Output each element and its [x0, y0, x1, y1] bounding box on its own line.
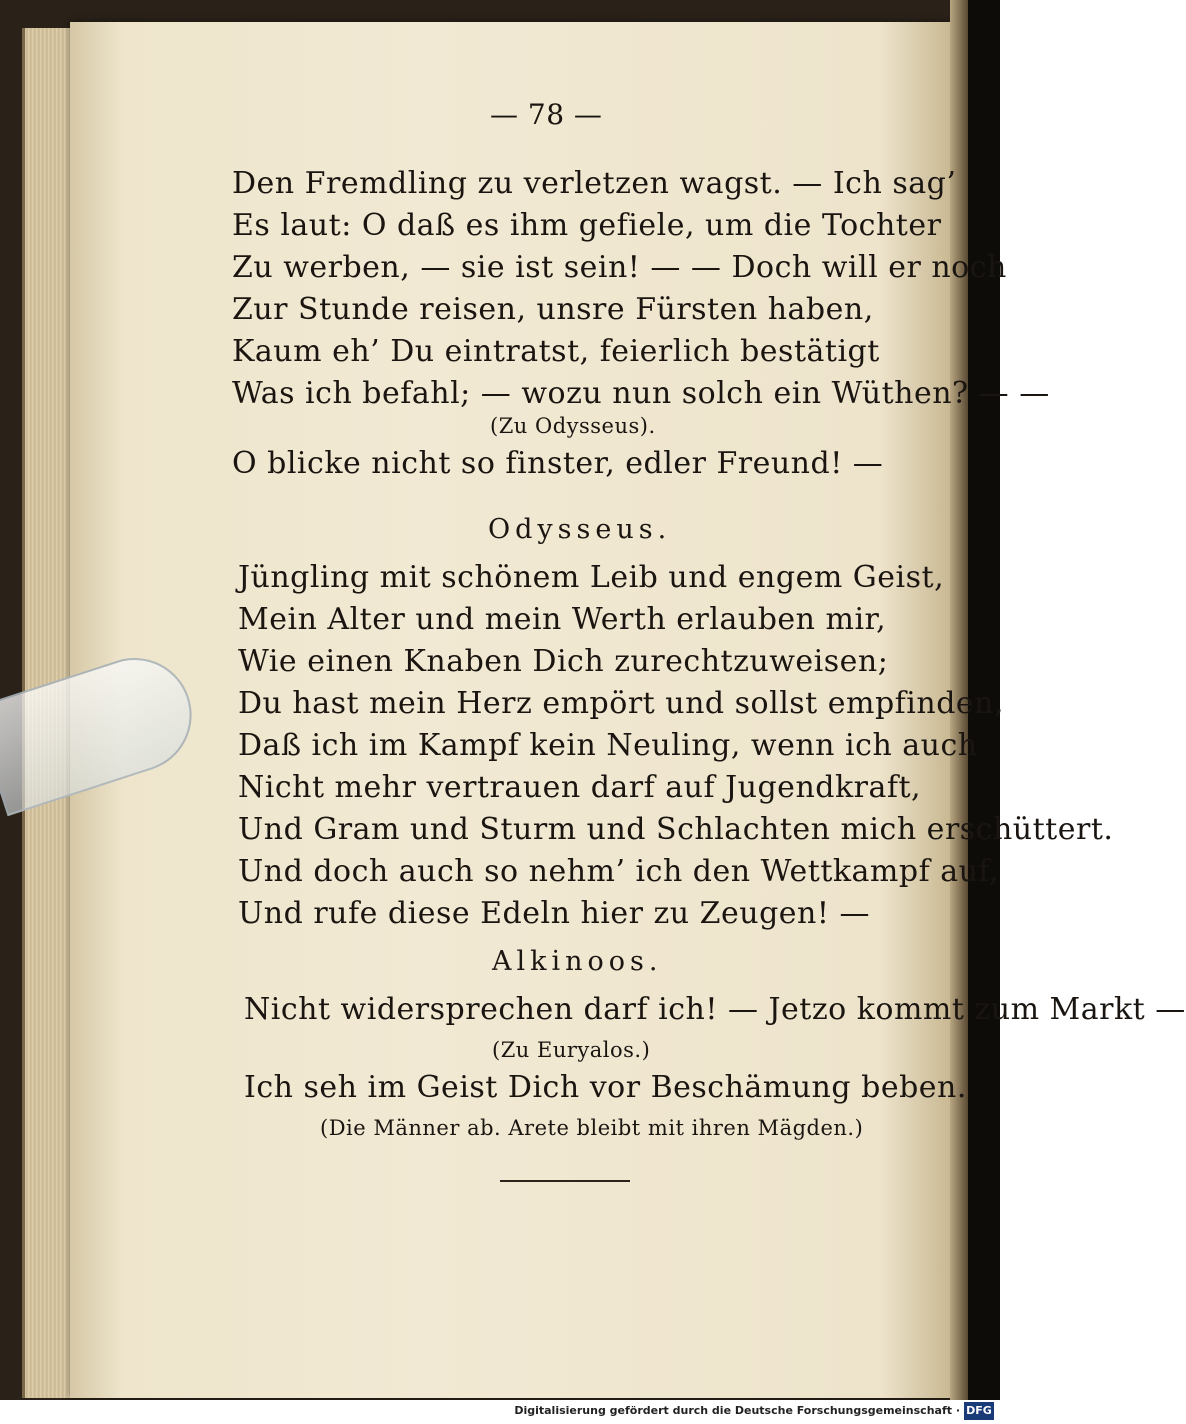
text-line: Wie einen Knaben Dich zurechtzuweisen;: [238, 644, 889, 679]
text-line: Kaum eh’ Du eintratst, feierlich bestätigt: [232, 334, 880, 369]
stage-direction: (Zu Odysseus).: [490, 414, 656, 438]
text-line: Und doch auch so nehm’ ich den Wettkampf auf,: [238, 854, 1000, 889]
footer-credit: Digitalisierung gefördert durch die Deutsche Forschungsgemeinschaft ·: [514, 1404, 960, 1417]
text-line: Und Gram und Sturm und Schlachten mich erschüttert.: [238, 812, 1114, 847]
text-line: Mein Alter und mein Werth erlauben mir,: [238, 602, 887, 637]
text-line: O blicke nicht so finster, edler Freund! —: [232, 446, 884, 481]
text-line: Daß ich im Kampf kein Neuling, wenn ich auch: [238, 728, 978, 763]
text-line: Nicht mehr vertrauen darf auf Jugendkraft,: [238, 770, 922, 805]
stage-direction: (Zu Euryalos.): [492, 1038, 651, 1062]
end-rule: [500, 1180, 630, 1182]
text-line: Du hast mein Herz empört und sollst empfinden,: [238, 686, 1005, 721]
text-line: Jüngling mit schönem Leib und engem Geist,: [238, 560, 945, 595]
text-line: Es laut: O daß es ihm gefiele, um die Tochter: [232, 208, 942, 243]
text-line: Und rufe diese Edeln hier zu Zeugen! —: [238, 896, 870, 931]
text-line: Was ich befahl; — wozu nun solch ein Wüthen? — —: [232, 376, 1050, 411]
text-line: Ich seh im Geist Dich vor Beschämung beben.: [244, 1070, 967, 1105]
speaker-name: Odysseus.: [488, 514, 672, 545]
text-line: Zur Stunde reisen, unsre Fürsten haben,: [232, 292, 874, 327]
page-number: — 78 —: [490, 98, 603, 131]
dfg-logo: DFG: [964, 1402, 994, 1420]
stage-direction: (Die Männer ab. Arete bleibt mit ihren Mägden.): [320, 1116, 864, 1140]
speaker-name: Alkinoos.: [492, 946, 663, 977]
digitization-footer: [0, 1400, 1000, 1424]
text-line: Zu werben, — sie ist sein! — — Doch will er noch: [232, 250, 1007, 285]
text-line: Nicht widersprechen darf ich! — Jetzo kommt zum Markt —: [244, 992, 1186, 1027]
text-line: Den Fremdling zu verletzen wagst. — Ich sag’: [232, 166, 957, 201]
